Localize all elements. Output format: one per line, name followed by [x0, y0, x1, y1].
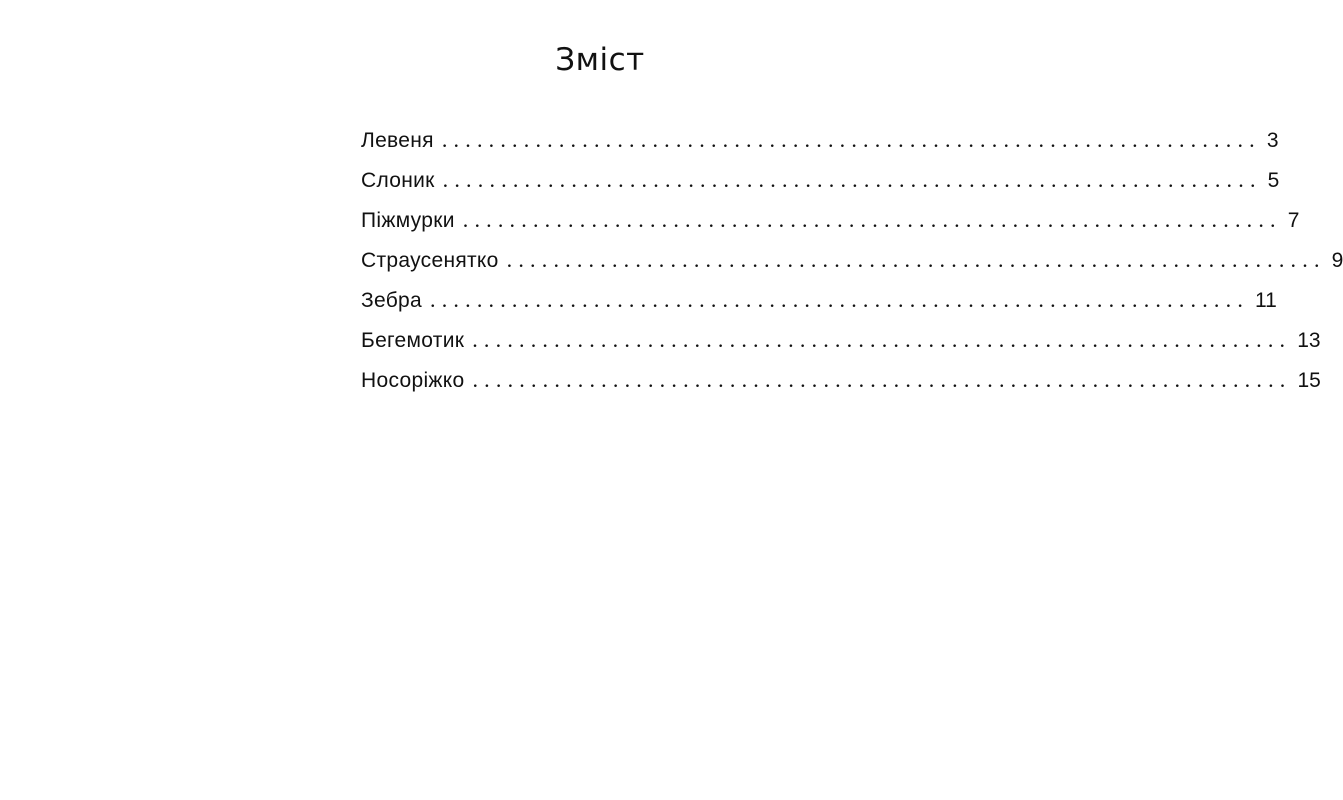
dot-leader: ......................................................................: [506, 247, 1326, 272]
toc-entry-title: Бегемотик: [361, 329, 465, 352]
dot-leader: ......................................................................: [472, 367, 1292, 392]
toc-entry-strausseniatko: [361, 240, 1343, 280]
toc-page-number: 9: [1331, 249, 1343, 272]
toc-page-number: 7: [1287, 209, 1300, 232]
toc-entry-title: Зебра: [361, 289, 423, 312]
toc-entry-zebra: [361, 280, 1277, 320]
toc-page-number: 15: [1297, 369, 1321, 392]
toc-page-number: 13: [1297, 329, 1321, 352]
dot-leader: ......................................................................: [430, 287, 1250, 312]
toc-entry-title: Носоріжко: [361, 369, 465, 392]
toc-entry-nosorizhko: [361, 360, 1321, 400]
page-title: Зміст: [555, 42, 645, 78]
toc-page-number: 11: [1255, 289, 1277, 312]
toc-entry-pizhmurky: [361, 200, 1300, 240]
dot-leader: ......................................................................: [462, 207, 1282, 232]
toc-entry-behemotyk: [361, 320, 1321, 360]
dot-leader: ......................................................................: [442, 167, 1262, 192]
toc-page-number: 5: [1267, 169, 1280, 192]
toc-page-number: 3: [1266, 129, 1279, 152]
dot-leader: ......................................................................: [472, 327, 1292, 352]
toc-entry-levenia: [361, 120, 1279, 160]
toc-entry-slonyk: [361, 160, 1280, 200]
toc-entry-title: Слоник: [361, 169, 435, 192]
toc-entry-title: Левеня: [361, 129, 434, 152]
dot-leader: ......................................................................: [441, 127, 1261, 152]
toc-entry-title: Страусенятко: [361, 249, 499, 272]
toc-entry-title: Піжмурки: [361, 209, 455, 232]
table-of-contents: [361, 120, 1343, 400]
